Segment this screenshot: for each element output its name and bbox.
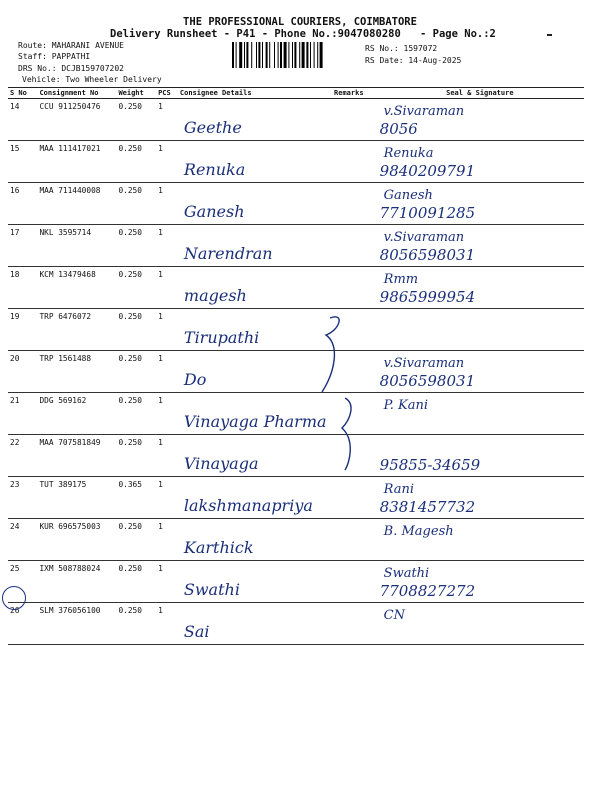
barcode-bar bbox=[294, 42, 296, 68]
row-sno: 24 bbox=[8, 519, 37, 561]
runsheet-table bbox=[8, 87, 584, 645]
row-signature-cell bbox=[376, 435, 584, 477]
row-consignment-no: KCM 13479468 bbox=[37, 267, 116, 309]
table-row bbox=[8, 519, 584, 561]
row-remarks bbox=[332, 435, 376, 477]
barcode-bar bbox=[306, 42, 308, 68]
row-consignment-no: KUR 696575003 bbox=[37, 519, 116, 561]
document-subtitle: Delivery Runsheet - P41 - Phone No.:9047080280 bbox=[110, 28, 401, 40]
handwritten-phone: 8381457732 bbox=[379, 498, 476, 516]
barcode-bar bbox=[256, 42, 257, 68]
row-weight: 0.250 bbox=[116, 99, 156, 141]
row-signature-cell bbox=[376, 603, 584, 645]
row-pcs: 1 bbox=[156, 309, 178, 351]
handwritten-signature: Ganesh bbox=[383, 188, 433, 203]
barcode-image bbox=[232, 42, 350, 68]
barcode-bar bbox=[288, 42, 289, 68]
row-sno: 26 bbox=[8, 603, 37, 645]
row-sno: 20 bbox=[8, 351, 37, 393]
row-sno: 25 bbox=[8, 561, 37, 603]
rs-number: RS No.: 1597072 bbox=[365, 44, 438, 53]
row-26-circle-mark bbox=[2, 586, 26, 610]
staff-label: Staff: PAPPATHI bbox=[18, 52, 91, 61]
row-consignee-cell bbox=[178, 351, 332, 393]
handwritten-phone: 7710091285 bbox=[379, 204, 476, 222]
table-row bbox=[8, 603, 584, 645]
route-label: Route: MAHARANI AVENUE bbox=[18, 41, 124, 50]
row-pcs: 1 bbox=[156, 519, 178, 561]
handwritten-consignee: lakshmanapriya bbox=[183, 496, 313, 515]
row-weight: 0.250 bbox=[116, 351, 156, 393]
row-consignment-no: DDG 569162 bbox=[37, 393, 116, 435]
table-row bbox=[8, 141, 584, 183]
row-pcs: 1 bbox=[156, 225, 178, 267]
handwritten-signature: B. Magesh bbox=[383, 524, 454, 539]
row-remarks bbox=[332, 99, 376, 141]
handwritten-consignee: Karthick bbox=[183, 538, 254, 557]
row-pcs: 1 bbox=[156, 603, 178, 645]
barcode-bar bbox=[310, 42, 311, 68]
handwritten-consignee: Narendran bbox=[183, 244, 273, 263]
handwritten-phone: 7708827272 bbox=[379, 582, 476, 600]
row-signature-cell bbox=[376, 99, 584, 141]
row-pcs: 1 bbox=[156, 561, 178, 603]
header-consignee: Consignee Details bbox=[178, 88, 332, 99]
row-sno: 18 bbox=[8, 267, 37, 309]
barcode-bar bbox=[269, 42, 270, 68]
table-row bbox=[8, 99, 584, 141]
row-remarks bbox=[332, 267, 376, 309]
row-sno: 21 bbox=[8, 393, 37, 435]
row-signature-cell bbox=[376, 183, 584, 225]
table-row bbox=[8, 393, 584, 435]
barcode-bar bbox=[317, 42, 318, 68]
drs-number: DRS No.: DCJB159707202 bbox=[18, 64, 124, 73]
row-pcs: 1 bbox=[156, 141, 178, 183]
row-remarks bbox=[332, 477, 376, 519]
row-weight: 0.250 bbox=[116, 267, 156, 309]
barcode-bar bbox=[239, 42, 242, 68]
row-signature-cell bbox=[376, 477, 584, 519]
handwritten-signature: Swathi bbox=[383, 566, 430, 581]
row-weight: 0.250 bbox=[116, 309, 156, 351]
table-row bbox=[8, 267, 584, 309]
barcode-bar bbox=[258, 42, 260, 68]
barcode-bar bbox=[236, 42, 237, 68]
barcode-bar bbox=[314, 42, 315, 68]
row-remarks bbox=[332, 603, 376, 645]
row-signature-cell bbox=[376, 309, 584, 351]
row-weight: 0.250 bbox=[116, 603, 156, 645]
table-row bbox=[8, 225, 584, 267]
row-pcs: 1 bbox=[156, 183, 178, 225]
row-pcs: 1 bbox=[156, 351, 178, 393]
row-consignee-cell bbox=[178, 99, 332, 141]
handwritten-consignee: Ganesh bbox=[183, 202, 245, 221]
handwritten-consignee: Sai bbox=[183, 622, 210, 641]
handwritten-consignee: Swathi bbox=[183, 580, 240, 599]
row-consignment-no: MAA 711440008 bbox=[37, 183, 116, 225]
row-sno: 17 bbox=[8, 225, 37, 267]
row-consignee-cell bbox=[178, 519, 332, 561]
handwritten-consignee: Vinayaga bbox=[183, 454, 259, 473]
row-pcs: 1 bbox=[156, 267, 178, 309]
handwritten-phone: 8056598031 bbox=[379, 246, 476, 264]
row-remarks bbox=[332, 141, 376, 183]
row-remarks bbox=[332, 351, 376, 393]
barcode-bar bbox=[299, 42, 300, 68]
table-row bbox=[8, 561, 584, 603]
row-weight: 0.250 bbox=[116, 519, 156, 561]
row-consignment-no: MAA 111417021 bbox=[37, 141, 116, 183]
row-consignment-no: CCU 911250476 bbox=[37, 99, 116, 141]
row-consignee-cell bbox=[178, 225, 332, 267]
handwritten-phone: 8056598031 bbox=[379, 372, 476, 390]
handwritten-phone: 8056 bbox=[379, 120, 418, 138]
row-sno: 16 bbox=[8, 183, 37, 225]
row-consignee-cell bbox=[178, 477, 332, 519]
table-header-row bbox=[8, 88, 584, 99]
header-remarks: Remarks bbox=[332, 88, 376, 99]
row-weight: 0.250 bbox=[116, 393, 156, 435]
barcode-bar bbox=[246, 42, 248, 68]
row-remarks bbox=[332, 519, 376, 561]
row-consignee-cell bbox=[178, 267, 332, 309]
row-consignee-cell bbox=[178, 561, 332, 603]
row-consignee-cell bbox=[178, 141, 332, 183]
barcode-bar bbox=[244, 42, 245, 68]
row-signature-cell bbox=[376, 267, 584, 309]
table-row bbox=[8, 309, 584, 351]
handwritten-consignee: Renuka bbox=[183, 160, 246, 179]
row-signature-cell bbox=[376, 393, 584, 435]
barcode-bar bbox=[292, 42, 293, 68]
row-pcs: 1 bbox=[156, 477, 178, 519]
row-signature-cell bbox=[376, 141, 584, 183]
table-row bbox=[8, 351, 584, 393]
row-signature-cell bbox=[376, 351, 584, 393]
row-signature-cell bbox=[376, 519, 584, 561]
vehicle-label: Vehicle: Two Wheeler Delivery bbox=[22, 75, 162, 84]
row-weight: 0.250 bbox=[116, 225, 156, 267]
row-pcs: 1 bbox=[156, 435, 178, 477]
row-pcs: 1 bbox=[156, 99, 178, 141]
handwritten-phone: 9840209791 bbox=[379, 162, 476, 180]
handwritten-consignee: Geethe bbox=[183, 118, 242, 137]
row-sno: 15 bbox=[8, 141, 37, 183]
row-consignment-no: TRP 6476072 bbox=[37, 309, 116, 351]
row-consignee-cell bbox=[178, 183, 332, 225]
row-consignment-no: MAA 707581849 bbox=[37, 435, 116, 477]
handwritten-consignee: Tirupathi bbox=[183, 328, 260, 347]
handwritten-signature: v.Sivaraman bbox=[383, 230, 465, 245]
row-remarks bbox=[332, 561, 376, 603]
row-sno: 22 bbox=[8, 435, 37, 477]
barcode-bar bbox=[262, 42, 263, 68]
header-weight: Weight bbox=[116, 88, 156, 99]
row-sno: 23 bbox=[8, 477, 37, 519]
row-signature-cell bbox=[376, 225, 584, 267]
row-consignment-no: SLM 376056100 bbox=[37, 603, 116, 645]
rs-date: RS Date: 14-Aug-2025 bbox=[365, 56, 462, 65]
barcode-bar bbox=[266, 42, 268, 68]
handwritten-signature: Rani bbox=[383, 482, 415, 497]
row-consignment-no: TUT 389175 bbox=[37, 477, 116, 519]
row-remarks bbox=[332, 183, 376, 225]
row-consignee-cell bbox=[178, 309, 332, 351]
row-weight: 0.250 bbox=[116, 141, 156, 183]
handwritten-signature: CN bbox=[383, 608, 405, 623]
table-row bbox=[8, 183, 584, 225]
handwritten-consignee: Do bbox=[183, 370, 207, 389]
header-consignment: Consignment No bbox=[37, 88, 116, 99]
handwritten-signature: Rmm bbox=[383, 272, 419, 287]
row-consignee-cell bbox=[178, 393, 332, 435]
corner-mark bbox=[547, 34, 552, 36]
table-row bbox=[8, 477, 584, 519]
row-consignee-cell bbox=[178, 603, 332, 645]
row-remarks bbox=[332, 225, 376, 267]
row-consignee-cell bbox=[178, 435, 332, 477]
row-pcs: 1 bbox=[156, 393, 178, 435]
handwritten-signature: Renuka bbox=[383, 146, 434, 161]
row-remarks bbox=[332, 309, 376, 351]
handwritten-consignee: Vinayaga Pharma bbox=[183, 412, 327, 431]
handwritten-consignee: magesh bbox=[183, 286, 247, 305]
row-consignment-no: IXM 508788024 bbox=[37, 561, 116, 603]
page-number: - Page No.:2 bbox=[420, 28, 496, 40]
barcode-bar bbox=[251, 42, 252, 68]
barcode-bar bbox=[278, 42, 279, 68]
row-signature-cell bbox=[376, 561, 584, 603]
row-weight: 0.250 bbox=[116, 183, 156, 225]
header-pcs: PCS bbox=[156, 88, 178, 99]
handwritten-phone: 9865999954 bbox=[379, 288, 476, 306]
row-weight: 0.250 bbox=[116, 435, 156, 477]
table-row bbox=[8, 435, 584, 477]
barcode-bar bbox=[232, 42, 234, 68]
row-sno: 14 bbox=[8, 99, 37, 141]
row-consignment-no: NKL 3595714 bbox=[37, 225, 116, 267]
barcode-bar bbox=[284, 42, 287, 68]
row-weight: 0.365 bbox=[116, 477, 156, 519]
barcode-bar bbox=[280, 42, 282, 68]
row-weight: 0.250 bbox=[116, 561, 156, 603]
barcode-bar bbox=[320, 42, 323, 68]
row-sno: 19 bbox=[8, 309, 37, 351]
header-signature: Seal & Signature bbox=[376, 88, 584, 99]
handwritten-signature: P. Kani bbox=[383, 398, 429, 413]
handwritten-signature: v.Sivaraman bbox=[383, 356, 465, 371]
handwritten-phone: 95855-34659 bbox=[379, 456, 481, 474]
header-sno: S No bbox=[8, 88, 37, 99]
row-consignment-no: TRP 1561488 bbox=[37, 351, 116, 393]
document-title: THE PROFESSIONAL COURIERS, COIMBATORE bbox=[183, 16, 417, 28]
barcode-bar bbox=[302, 42, 305, 68]
handwritten-signature: v.Sivaraman bbox=[383, 104, 465, 119]
row-remarks bbox=[332, 393, 376, 435]
barcode-bar bbox=[274, 42, 275, 68]
